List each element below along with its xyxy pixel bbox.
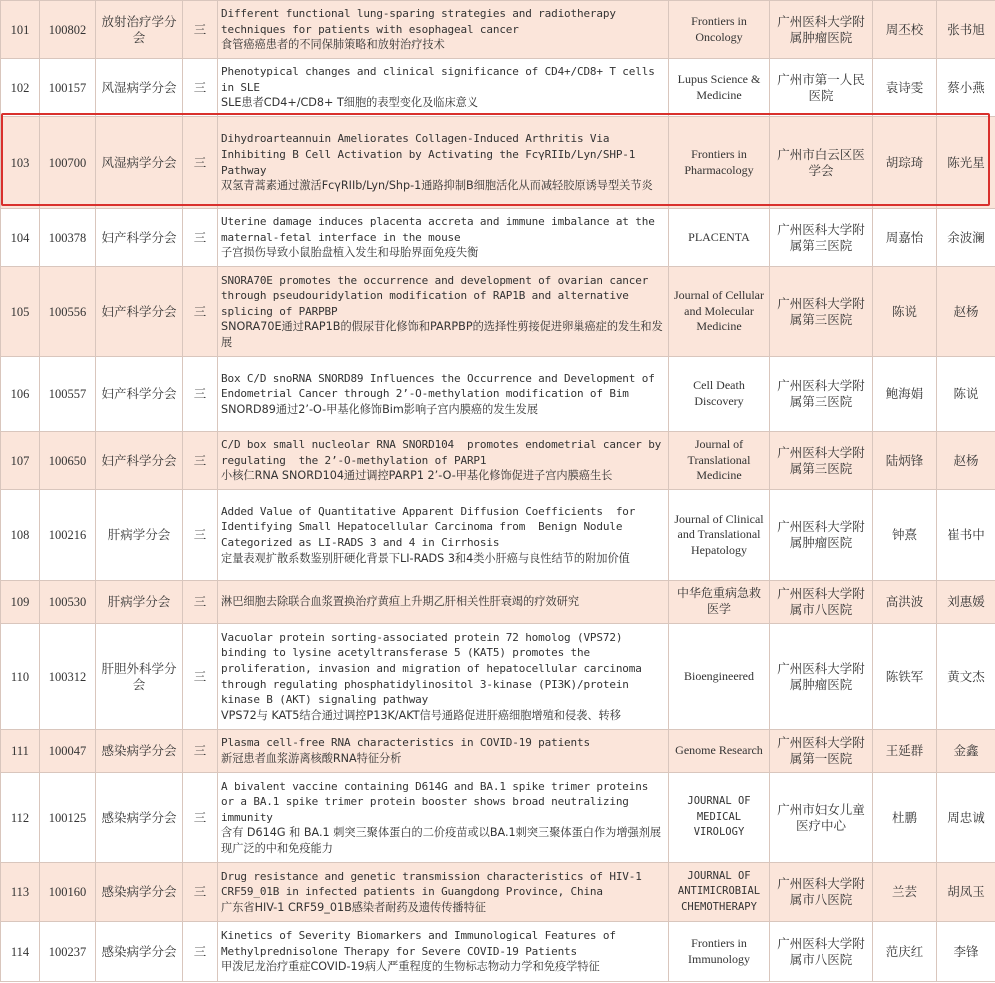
title-chinese: SLE患者CD4+/CD8+ T细胞的表型变化及临床意义: [221, 96, 479, 110]
title-english: Vacuolar protein sorting-associated protein 72 homolog (VPS72) binding to lysine acetyltransferase 5 (KAT5) promotes the proliferation, invasion and migration of hepatocellular carcinoma through regulating phosphatidylinositol 3-kinase (PI3K)/protein kinase B (AKT) signaling pathway: [221, 630, 649, 707]
first-author: 鲍海娟: [873, 357, 937, 432]
journal: JOURNAL OF ANTIMICROBIAL CHEMOTHERAPY: [669, 863, 770, 922]
paper-title: [218, 432, 669, 490]
corresponding-author: 胡凤玉: [937, 863, 995, 922]
row-number: 101: [1, 1, 40, 59]
row-number: 103: [1, 117, 40, 209]
first-author: 陆炳锋: [873, 432, 937, 490]
paper-title: [218, 730, 669, 773]
society: 感染病学分会: [96, 773, 183, 863]
award-class: 三: [183, 773, 218, 863]
corresponding-author: 金鑫: [937, 730, 995, 773]
society: 感染病学分会: [96, 863, 183, 922]
institution: 广州医科大学附属市八医院: [770, 863, 873, 922]
institution: 广州医科大学附属市八医院: [770, 581, 873, 624]
first-author: 周嘉怡: [873, 209, 937, 267]
row-number: 109: [1, 581, 40, 624]
project-code: 100160: [40, 863, 96, 922]
paper-title: [218, 1, 669, 59]
title-english: A bivalent vaccine containing D614G and BA.1 spike trimer proteins or a BA.1 spike trimer protein booster shows broad neutralizing immunity: [221, 779, 655, 824]
title-english: Kinetics of Severity Biomarkers and Immunological Features of Methylprednisolone Therapy for Severe COVID-19 Patients: [221, 929, 623, 958]
journal: Journal of Cellular and Molecular Medicine: [669, 267, 770, 357]
title-chinese: 甲泼尼龙治疗重症COVID-19病人严重程度的生物标志物动力学和免疫学特征: [221, 960, 600, 974]
table-row: [1, 624, 995, 730]
table-row: [1, 490, 995, 581]
award-class: 三: [183, 730, 218, 773]
award-class: 三: [183, 209, 218, 267]
institution: 广州市妇女儿童医疗中心: [770, 773, 873, 863]
project-code: 100557: [40, 357, 96, 432]
award-class: 三: [183, 581, 218, 624]
project-code: 100237: [40, 922, 96, 982]
title-english: Added Value of Quantitative Apparent Diffusion Coefficients for Identifying Small Hepatocellular Carcinoma from Benign Nodule Categorized as LI-RADS 3 and 4 in Cirrhosis: [221, 504, 642, 549]
first-author: 范庆红: [873, 922, 937, 982]
journal: JOURNAL OF MEDICAL VIROLOGY: [669, 773, 770, 863]
title-english: SNORA70E promotes the occurrence and development of ovarian cancer through pseudouridylation modification of RAP1B and alternative splicing of PARPBP: [221, 273, 655, 318]
title-english: Drug resistance and genetic transmission characteristics of HIV-1 CRF59_01B in infected patients in Guangdong Province, China: [221, 869, 649, 899]
table-row: [1, 267, 995, 357]
title-chinese: 双氢青蒿素通过激活FcγRIIb/Lyn/Shp-1通路抑制B细胞活化从而减轻胶原诱导型关节炎: [221, 179, 653, 193]
award-class: 三: [183, 490, 218, 581]
title-english: Phenotypical changes and clinical significance of CD4+/CD8+ T cells in SLE: [221, 65, 662, 94]
paper-title: [218, 209, 669, 267]
project-code: 100556: [40, 267, 96, 357]
row-number: 105: [1, 267, 40, 357]
award-class: 三: [183, 922, 218, 982]
society: 风湿病学分会: [96, 117, 183, 209]
table-row: [1, 209, 995, 267]
journal: Frontiers in Pharmacology: [669, 117, 770, 209]
society: 肝病学分会: [96, 490, 183, 581]
institution: 广州医科大学附属肿瘤医院: [770, 624, 873, 730]
journal: Frontiers in Oncology: [669, 1, 770, 59]
first-author: 杜鹏: [873, 773, 937, 863]
first-author: 袁诗雯: [873, 59, 937, 117]
title-chinese: SNORD89通过2’-O-甲基化修饰Bim影响子宫内膜癌的发生发展: [221, 402, 539, 416]
corresponding-author: 陈光星: [937, 117, 995, 209]
table-row: [1, 59, 995, 117]
table-row: [1, 863, 995, 922]
institution: 广州医科大学附属第一医院: [770, 730, 873, 773]
paper-title: [218, 59, 669, 117]
paper-title: [218, 773, 669, 863]
row-number: 104: [1, 209, 40, 267]
title-chinese: 定量表观扩散系数鉴别肝硬化背景下LI-RADS 3和4类小肝癌与良性结节的附加价值: [221, 551, 630, 565]
award-class: 三: [183, 863, 218, 922]
society: 妇产科学分会: [96, 432, 183, 490]
first-author: 王延群: [873, 730, 937, 773]
journal: PLACENTA: [669, 209, 770, 267]
institution: 广州医科大学附属第三医院: [770, 432, 873, 490]
row-number: 110: [1, 624, 40, 730]
title-chinese: VPS72与 KAT5结合通过调控P13K/AKT信号通路促进肝癌细胞增殖和侵袭、转移: [221, 708, 621, 722]
title-chinese: 子宫损伤导致小鼠胎盘植入发生和母胎界面免疫失衡: [221, 246, 479, 260]
society: 感染病学分会: [96, 730, 183, 773]
first-author: 胡琮琦: [873, 117, 937, 209]
society: 感染病学分会: [96, 922, 183, 982]
paper-title: [218, 581, 669, 624]
paper-title: [218, 117, 669, 209]
institution: 广州医科大学附属肿瘤医院: [770, 1, 873, 59]
paper-title: [218, 863, 669, 922]
title-chinese: 含有 D614G 和 BA.1 刺突三聚体蛋白的二价疫苗或以BA.1刺突三聚体蛋白作为增强剂展现广泛的中和免疫能力: [221, 826, 662, 855]
corresponding-author: 黄文杰: [937, 624, 995, 730]
society: 放射治疗学分会: [96, 1, 183, 59]
corresponding-author: 周忠诚: [937, 773, 995, 863]
project-code: 100700: [40, 117, 96, 209]
journal: 中华危重病急救医学: [669, 581, 770, 624]
first-author: 陈铁军: [873, 624, 937, 730]
title-chinese: 淋巴细胞去除联合血浆置换治疗黄疸上升期乙肝相关性肝衰竭的疗效研究: [221, 595, 580, 609]
paper-title: [218, 922, 669, 982]
title-english: C/D box small nucleolar RNA SNORD104 promotes endometrial cancer by regulating the 2’-O-methylation of PARP1: [221, 438, 668, 467]
award-class: 三: [183, 432, 218, 490]
project-code: 100650: [40, 432, 96, 490]
journal: Journal of Translational Medicine: [669, 432, 770, 490]
project-code: 100312: [40, 624, 96, 730]
title-chinese: 广东省HIV-1 CRF59_01B感染者耐药及遗传传播特征: [221, 900, 486, 914]
award-class: 三: [183, 1, 218, 59]
title-chinese: 小核仁RNA SNORD104通过调控PARP1 2’-O-甲基化修饰促进子宫内膜癌生长: [221, 469, 613, 483]
corresponding-author: 李锋: [937, 922, 995, 982]
table-row: [1, 581, 995, 624]
title-english: Plasma cell-free RNA characteristics in COVID-19 patients: [221, 736, 590, 750]
table-row: [1, 773, 995, 863]
corresponding-author: 赵杨: [937, 267, 995, 357]
journal: Journal of Clinical and Translational Hepatology: [669, 490, 770, 581]
title-english: Dihydroarteannuin Ameliorates Collagen-Induced Arthritis Via Inhibiting B Cell Activation by Activating the FcγRIIb/Lyn/SHP-1 Pathway: [221, 132, 642, 177]
paper-title: [218, 490, 669, 581]
title-chinese: SNORA70E通过RAP1B的假尿苷化修饰和PARPBP的选择性剪接促进卵巢癌症的发生和发展: [221, 320, 663, 349]
row-number: 107: [1, 432, 40, 490]
award-class: 三: [183, 624, 218, 730]
society: 肝胆外科学分会: [96, 624, 183, 730]
corresponding-author: 陈说: [937, 357, 995, 432]
project-code: 100125: [40, 773, 96, 863]
society: 肝病学分会: [96, 581, 183, 624]
institution: 广州医科大学附属第三医院: [770, 209, 873, 267]
award-class: 三: [183, 357, 218, 432]
project-code: 100802: [40, 1, 96, 59]
row-number: 108: [1, 490, 40, 581]
journal: Frontiers in Immunology: [669, 922, 770, 982]
institution: 广州市白云区医学会: [770, 117, 873, 209]
row-number: 102: [1, 59, 40, 117]
project-code: 100047: [40, 730, 96, 773]
table-row: [1, 432, 995, 490]
paper-title: [218, 357, 669, 432]
journal: Lupus Science & Medicine: [669, 59, 770, 117]
row-number: 113: [1, 863, 40, 922]
corresponding-author: 张书旭: [937, 1, 995, 59]
paper-title: [218, 624, 669, 730]
journal: Bioengineered: [669, 624, 770, 730]
institution: 广州医科大学附属市八医院: [770, 922, 873, 982]
title-english: Uterine damage induces placenta accreta and immune imbalance at the maternal-fetal interface in the mouse: [221, 215, 662, 244]
society: 妇产科学分会: [96, 267, 183, 357]
first-author: 陈说: [873, 267, 937, 357]
award-class: 三: [183, 117, 218, 209]
row-number: 111: [1, 730, 40, 773]
first-author: 钟熹: [873, 490, 937, 581]
row-number: 112: [1, 773, 40, 863]
table-row: [1, 730, 995, 773]
first-author: 高洪波: [873, 581, 937, 624]
title-english: Box C/D snoRNA SNORD89 Influences the Occurrence and Development of Endometrial Cancer through 2’-O-methylation modification of Bim: [221, 371, 662, 401]
first-author: 周丕校: [873, 1, 937, 59]
project-code: 100157: [40, 59, 96, 117]
institution: 广州医科大学附属肿瘤医院: [770, 490, 873, 581]
first-author: 兰芸: [873, 863, 937, 922]
institution: 广州医科大学附属第三医院: [770, 267, 873, 357]
table-row: [1, 357, 995, 432]
society: 妇产科学分会: [96, 357, 183, 432]
paper-title: [218, 267, 669, 357]
corresponding-author: 余波澜: [937, 209, 995, 267]
project-code: 100530: [40, 581, 96, 624]
table-row: [1, 117, 995, 209]
table-row: [1, 922, 995, 982]
award-class: 三: [183, 59, 218, 117]
corresponding-author: 赵杨: [937, 432, 995, 490]
institution: 广州市第一人民医院: [770, 59, 873, 117]
journal: Genome Research: [669, 730, 770, 773]
corresponding-author: 刘惠媛: [937, 581, 995, 624]
row-number: 106: [1, 357, 40, 432]
corresponding-author: 蔡小燕: [937, 59, 995, 117]
title-chinese: 新冠患者血浆游离核酸RNA特征分析: [221, 752, 402, 765]
society: 风湿病学分会: [96, 59, 183, 117]
society: 妇产科学分会: [96, 209, 183, 267]
table-row: [1, 1, 995, 59]
title-english: Different functional lung-sparing strategies and radiotherapy techniques for patients with esophageal cancer: [221, 7, 623, 36]
award-class: 三: [183, 267, 218, 357]
project-code: 100216: [40, 490, 96, 581]
institution: 广州医科大学附属第三医院: [770, 357, 873, 432]
project-code: 100378: [40, 209, 96, 267]
corresponding-author: 崔书中: [937, 490, 995, 581]
row-number: 114: [1, 922, 40, 982]
title-chinese: 食管癌癌患者的不同保肺策略和放射治疗技术: [221, 38, 445, 52]
journal: Cell Death Discovery: [669, 357, 770, 432]
